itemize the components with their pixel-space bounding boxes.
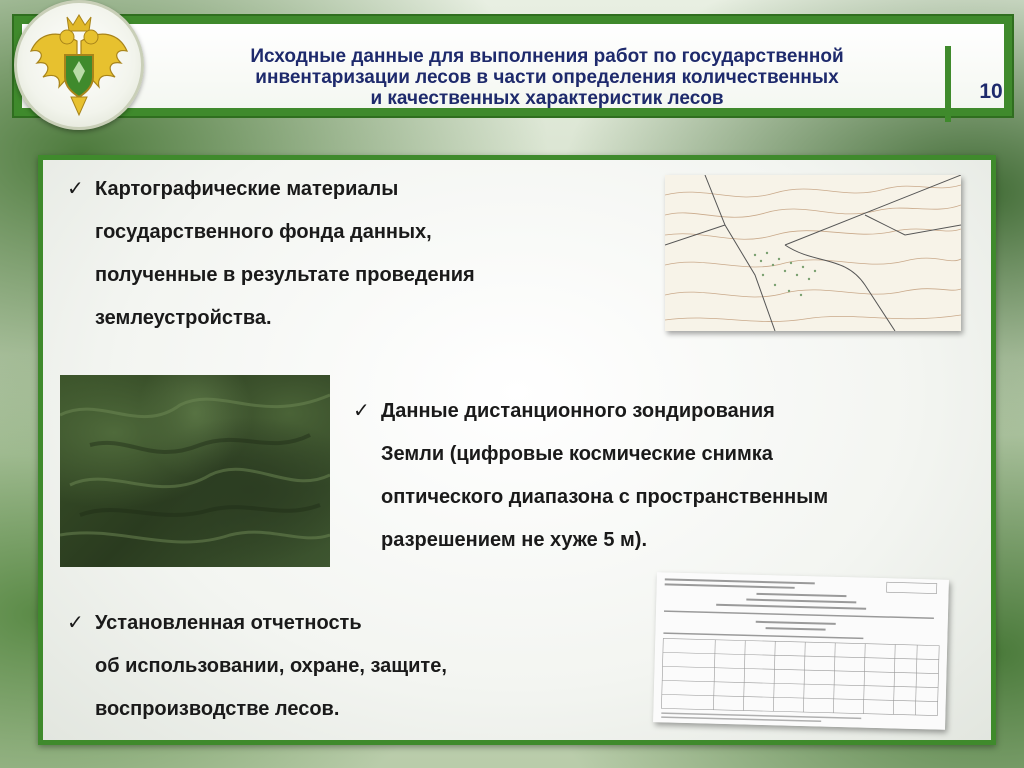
satellite-image <box>60 375 330 567</box>
bullet-cartographic-materials <box>67 168 655 340</box>
coat-of-arms-icon <box>14 0 144 130</box>
content-area <box>43 160 991 740</box>
check-icon: ✓ <box>67 178 84 200</box>
header-inner <box>22 24 1004 108</box>
bullet-1-line-3: полученные в результате проведения <box>95 264 475 286</box>
bullet-3-line-3: воспроизводстве лесов. <box>95 698 340 720</box>
bullet-3-line-2: об использовании, охране, защите, <box>95 655 447 677</box>
bullet-1-line-4: землеустройства. <box>95 307 272 329</box>
bullet-2-line-3: оптического диапазона с пространственным <box>381 486 829 508</box>
page-number: 10 <box>979 80 1003 103</box>
slide-header <box>12 14 1014 118</box>
bullet-2-line-4: разрешением не хуже 5 м). <box>381 529 648 551</box>
title-line-2: инвентаризации лесов в части определения количественных <box>255 67 839 88</box>
bullet-remote-sensing <box>353 390 991 562</box>
report-document-image <box>653 572 949 730</box>
header-divider <box>945 46 951 122</box>
title-line-1: Исходные данные для выполнения работ по государственной <box>250 46 844 67</box>
title-line-3: и качественных характеристик лесов <box>370 88 724 109</box>
bullet-1-line-2: государственного фонда данных, <box>95 221 432 243</box>
check-icon: ✓ <box>353 400 370 422</box>
bullet-2-line-2: Земли (цифровые космические снимка <box>381 443 773 465</box>
content-panel <box>38 155 996 745</box>
slide-title <box>182 46 912 109</box>
bullet-2-line-1: Данные дистанционного зондирования <box>381 400 775 422</box>
check-icon: ✓ <box>67 612 84 634</box>
bullet-forest-reporting <box>67 602 615 731</box>
bullet-1-line-1: Картографические материалы <box>95 178 399 200</box>
bullet-3-line-1: Установленная отчетность <box>95 612 362 634</box>
topographic-map-image <box>665 175 961 331</box>
